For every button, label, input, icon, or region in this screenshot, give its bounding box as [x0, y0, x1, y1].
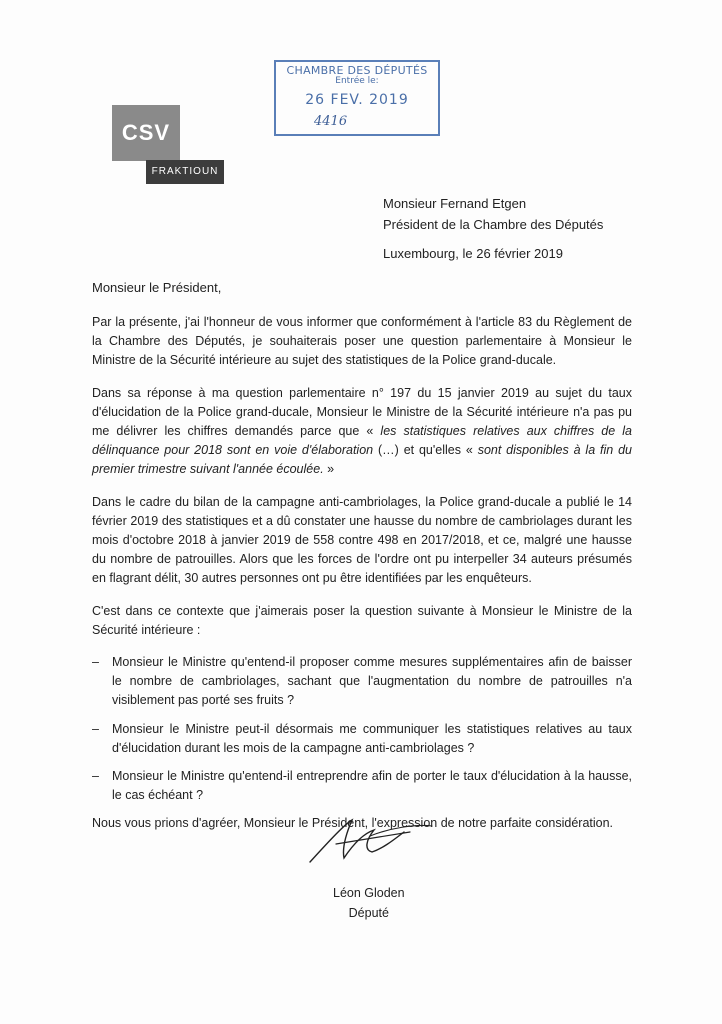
place-date: Luxembourg, le 26 février 2019 [383, 246, 563, 261]
paragraph-2-part-c: (…) et qu'elles « [373, 443, 478, 458]
recipient-title: Président de la Chambre des Députés [383, 217, 604, 232]
paragraph-4: C'est dans ce contexte que j'aimerais poser la question suivante à Monsieur le Ministre de la Sécurité intérieure : [92, 603, 632, 637]
stamp-title: CHAMBRE DES DÉPUTÉS [286, 64, 428, 77]
bullet-dash: – [92, 721, 99, 736]
question-text: Monsieur le Ministre peut-il désormais me communiquer les statistiques relatives au taux d'élucidation durant les mois de la campagne anti-cambriolages ? [112, 721, 632, 755]
logo-sub: FRAKTIOUN [146, 160, 224, 184]
question-list [92, 653, 632, 805]
paragraph-2-quote-2: sont disponibles à la fin du premier trimestre suivant l'année écoulée. [92, 443, 632, 477]
csv-logo [112, 105, 224, 185]
logo-main: CSV [112, 105, 180, 161]
question-item [92, 653, 632, 711]
question-item [92, 720, 632, 758]
bullet-dash: – [92, 769, 99, 784]
signatory-name: Léon Gloden [333, 886, 405, 900]
paragraph-3: Dans le cadre du bilan de la campagne anti-cambriolages, la Police grand-ducale a publié le 14 février 2019 des statistiques et a dû constater une hausse du nombre de cambriolages durant les mois d'octobre 2018 à janvier 2019 de 558 contre 498 en 2017/2018, et ce, malgré une hausse du nombre de patrouilles. Alors que les forces de l'ordre ont pu interpeller 34 auteurs présumés en flagrant délit, 30 autres personnes ont pu être identifiées par les enquêteurs. [92, 494, 632, 586]
question-text: Monsieur le Ministre qu'entend-il entreprendre afin de porter le taux d'élucidation à la hausse, le cas échéant ? [112, 769, 632, 803]
stamp-number: 4416 [314, 114, 348, 129]
paragraph-2-part-e: » [323, 462, 335, 477]
bullet-dash: – [92, 655, 99, 670]
recipient-name: Monsieur Fernand Etgen [383, 196, 527, 211]
stamp-date: 26 FEV. 2019 [305, 92, 409, 108]
salutation: Monsieur le Président, [92, 280, 222, 295]
closing-formula: Nous vous prions d'agréer, Monsieur le Président, l'expression de notre parfaite considération. [92, 816, 614, 831]
paragraph-2 [92, 384, 632, 480]
paragraph-1: Par la présente, j'ai l'honneur de vous informer que conformément à l'article 83 du Règlement de la Chambre des Députés, je souhaiterais poser une question parlementaire à Monsieur le Ministre de la Sécurité intérieure au sujet des statistiques de la Police grand-ducale. [92, 315, 632, 368]
recipient-address [383, 193, 603, 235]
signatory-role: Député [348, 906, 389, 920]
signature-icon [300, 810, 440, 870]
reception-stamp [274, 60, 440, 136]
paragraph-2-part-a: Dans sa réponse à ma question parlementaire n° 197 du 15 janvier 2019 au sujet du taux d'élucidation de la Police grand-ducale, Monsieur le Ministre de la Sécurité intérieure n'a pas pu me délivrer les chiffres demandés parce que « [92, 385, 632, 439]
letter-body [92, 313, 632, 847]
signatory-block [333, 883, 405, 923]
question-text: Monsieur le Ministre qu'entend-il proposer comme mesures supplémentaires afin de baisser le nombre de cambriolages, sachant que l'augmentation du nombre de patrouilles n'a visiblement pas porté ses fruits ? [112, 655, 632, 708]
paragraph-2-quote-1: les statistiques relatives aux chiffres de la délinquance pour 2018 sont en voie d'élaboration [92, 424, 632, 458]
question-item [92, 767, 632, 805]
handwritten-signature [300, 810, 440, 870]
stamp-subtitle: Entrée le: [335, 76, 379, 86]
